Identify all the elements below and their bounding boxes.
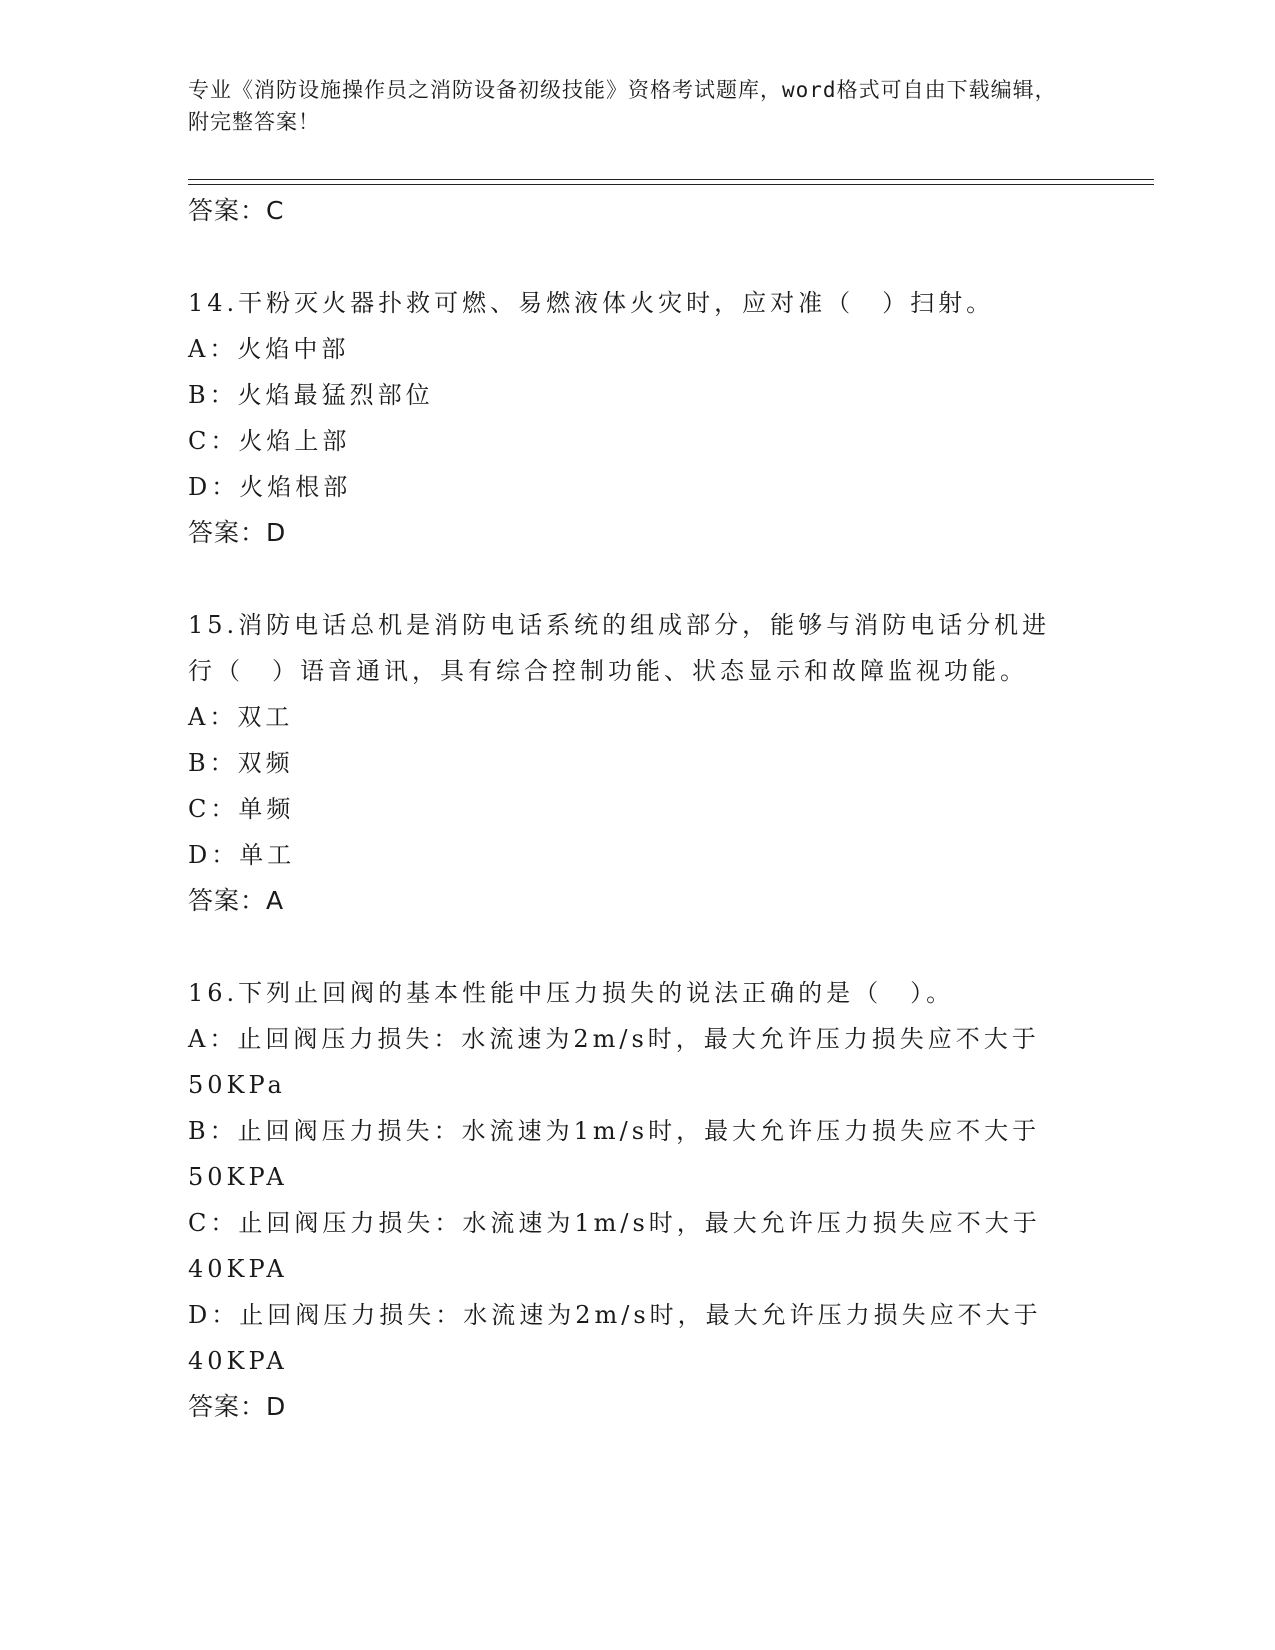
question-stem-line-1: 15.消防电话总机是消防电话系统的组成部分，能够与消防电话分机进 [188, 611, 1051, 639]
header-rule-bottom [188, 184, 1154, 185]
answer-line: 答案：D [188, 518, 287, 547]
header-rule-top [188, 179, 1154, 180]
question-block-16 [188, 970, 1088, 1430]
question-stem-line-2: 行（ ）语音通讯，具有综合控制功能、状态显示和故障监视功能。 [188, 657, 1028, 685]
answer-line: 答案：C [188, 196, 285, 225]
question-list [188, 188, 1088, 1430]
option-c-line-1: C：止回阀压力损失：水流速为1m/s时，最大允许压力损失应不大于 [188, 1209, 1041, 1237]
option-b-line-2: 50KPA [188, 1163, 288, 1191]
question-block-15 [188, 602, 1088, 924]
option-a: A：火焰中部 [188, 335, 350, 363]
option-c: C：火焰上部 [188, 427, 351, 455]
spacer [188, 234, 1088, 280]
option-a-line-2: 50KPa [188, 1071, 286, 1099]
option-c-line-2: 40KPA [188, 1255, 288, 1283]
option-d-line-1: D：止回阀压力损失：水流速为2m/s时，最大允许压力损失应不大于 [188, 1301, 1042, 1329]
option-d: D：火焰根部 [188, 473, 352, 501]
option-b: B：双频 [188, 749, 294, 777]
option-b: B：火焰最猛烈部位 [188, 381, 434, 409]
answer-line: 答案：D [188, 1392, 287, 1421]
option-c: C：单频 [188, 795, 295, 823]
answer-line: 答案：A [188, 886, 285, 915]
option-d-line-2: 40KPA [188, 1347, 288, 1375]
question-block-14 [188, 280, 1088, 556]
spacer [188, 556, 1088, 602]
document-header: 专业《消防设施操作员之消防设备初级技能》资格考试题库，word格式可自由下载编辑，附完整答案！ [188, 78, 1057, 134]
question-stem: 14.干粉灭火器扑救可燃、易燃液体火灾时，应对准（ ）扫射。 [188, 289, 995, 317]
option-a-line-1: A：止回阀压力损失：水流速为2m/s时，最大允许压力损失应不大于 [188, 1025, 1040, 1053]
spacer [188, 924, 1088, 970]
option-b-line-1: B：止回阀压力损失：水流速为1m/s时，最大允许压力损失应不大于 [188, 1117, 1041, 1145]
option-d: D：单工 [188, 841, 296, 869]
question-stem: 16.下列止回阀的基本性能中压力损失的说法正确的是（ ）。 [188, 979, 955, 1007]
option-a: A：双工 [188, 703, 294, 731]
